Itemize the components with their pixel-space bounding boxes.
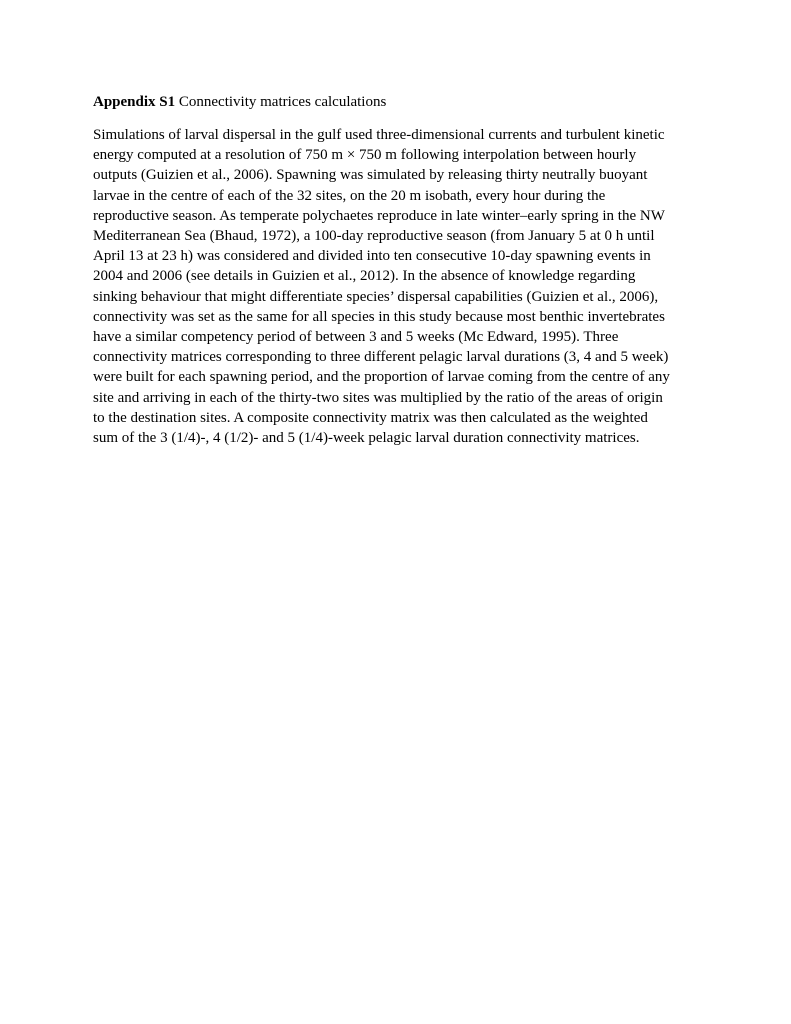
paragraph-line: were built for each spawning period, and the proportion of larvae coming from the centre of any [93, 369, 670, 386]
paragraph-line: larvae in the centre of each of the 32 sites, on the 20 m isobath, every hour during the [93, 187, 606, 204]
paragraph-line: sinking behaviour that might differentiate species’ dispersal capabilities (Guizien et al., 2006), [93, 288, 659, 305]
paragraph-line: 2004 and 2006 (see details in Guizien et al., 2012). In the absence of knowledge regarding [93, 268, 636, 285]
paragraph-line: Simulations of larval dispersal in the gulf used three-dimensional currents and turbulent kinetic [93, 127, 665, 143]
paragraph-line: energy computed at a resolution of 750 m × 750 m following interpolation between hourly [93, 147, 637, 164]
paragraph-line: connectivity was set as the same for all species in this study because most benthic invertebrates [93, 308, 665, 325]
paragraph-line: site and arriving in each of the thirty-two sites was multiplied by the ratio of the areas of origin [93, 389, 663, 406]
paragraph-line: April 13 at 23 h) was considered and divided into ten consecutive 10-day spawning events in [93, 248, 651, 265]
body-paragraph [93, 125, 713, 448]
paragraph-line: have a similar competency period of between 3 and 5 weeks (Mc Edward, 1995). Three [93, 329, 619, 346]
paragraph-line: reproductive season. As temperate polychaetes reproduce in late winter–early spring in the NW [93, 207, 665, 224]
paragraph-line: sum of the 3 (1/4)-, 4 (1/2)- and 5 (1/4)-week pelagic larval duration connectivity matrices. [93, 430, 640, 447]
paragraph-line: Mediterranean Sea (Bhaud, 1972), a 100-day reproductive season (from January 5 at 0 h until [93, 228, 655, 245]
paragraph-line: connectivity matrices corresponding to three different pelagic larval durations (3, 4 and 5 week) [93, 349, 669, 366]
appendix-label: Appendix S1 [93, 94, 176, 110]
paragraph-line: to the destination sites. A composite connectivity matrix was then calculated as the weighted [93, 409, 648, 426]
paragraph-line: outputs (Guizien et al., 2006). Spawning was simulated by releasing thirty neutrally buoyant [93, 167, 648, 184]
appendix-title: Connectivity matrices calculations [178, 94, 387, 110]
appendix-heading [93, 93, 386, 111]
